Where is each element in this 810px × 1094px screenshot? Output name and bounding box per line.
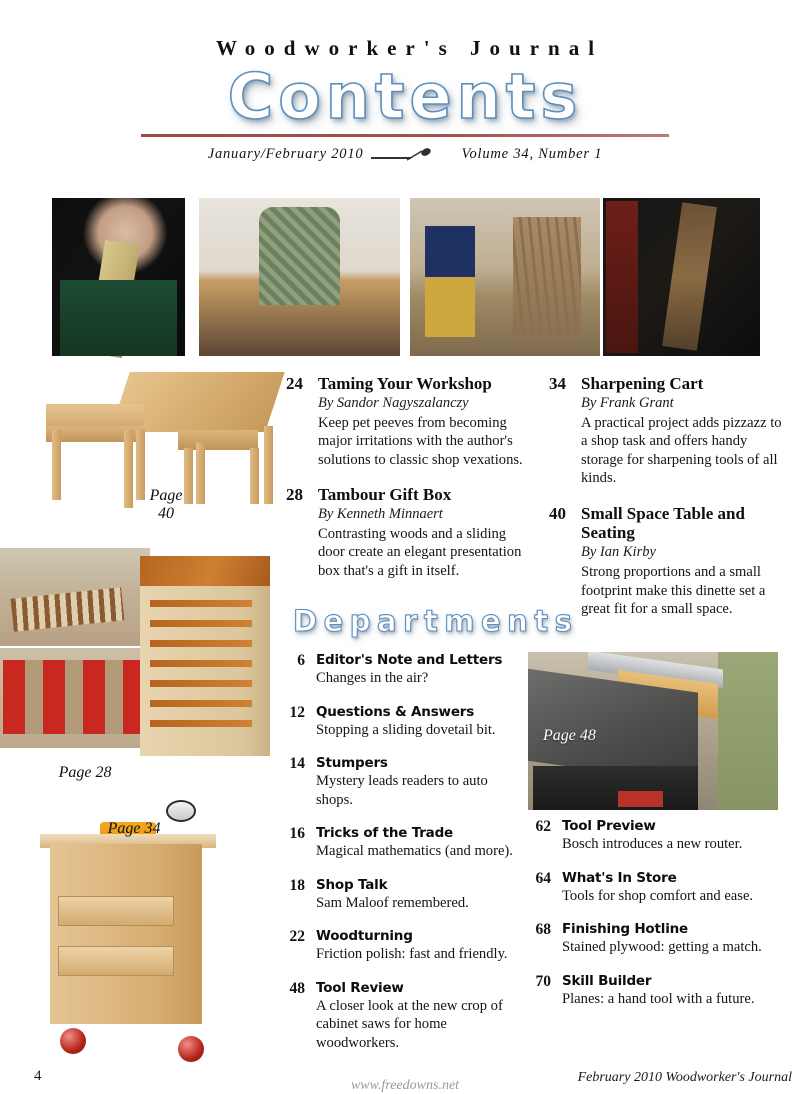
department-description: Sam Maloof remembered. [316, 894, 469, 911]
department-item[interactable] [532, 973, 782, 1009]
department-item[interactable] [286, 980, 526, 1052]
feature-author: By Kenneth Minnaert [318, 505, 443, 522]
department-title: Woodturning [316, 928, 413, 945]
department-page-number: 70 [535, 972, 551, 990]
department-title: Stumpers [316, 755, 388, 772]
header-divider [141, 134, 669, 137]
photo-sharpening-cart [28, 800, 260, 1070]
footer-issue-line: February 2010 Woodworker's Journal [577, 1070, 792, 1085]
department-item[interactable] [286, 928, 526, 964]
feature-author: By Frank Grant [581, 394, 674, 411]
photo-shaping-chair [410, 198, 600, 356]
caption-page-48: Page 48 [543, 727, 596, 744]
department-item[interactable] [532, 818, 782, 854]
page-title: Contents [227, 60, 583, 133]
department-description: Mystery leads readers to auto shops. [316, 773, 488, 808]
departments-column-left [286, 652, 526, 1068]
department-title: Skill Builder [562, 972, 652, 989]
feature-item[interactable] [286, 374, 523, 469]
department-page-number: 64 [535, 869, 551, 887]
feature-articles [286, 374, 786, 635]
feature-page-number: 24 [286, 374, 303, 393]
feature-title: Sharpening Cart [581, 374, 704, 393]
departments-heading: Departments [293, 604, 579, 638]
feature-description: Contrasting woods and a sliding door create an elegant presentation box that's a gift in itself. [318, 525, 522, 579]
department-page-number: 48 [289, 979, 305, 997]
department-title: Tool Preview [562, 818, 656, 834]
department-title: Finishing Hotline [562, 921, 688, 938]
department-description: Stopping a sliding dovetail bit. [316, 721, 496, 738]
department-title: Tool Review [316, 979, 404, 996]
department-description: Planes: a hand tool with a future. [562, 990, 755, 1007]
department-page-number: 16 [289, 825, 305, 843]
department-page-number: 22 [289, 928, 305, 946]
department-description: Magical mathematics (and more). [316, 843, 513, 860]
department-item[interactable] [286, 825, 526, 861]
feature-item[interactable] [549, 504, 786, 619]
photo-clamped-assembly [0, 648, 150, 748]
department-page-number: 68 [535, 921, 551, 939]
department-title: Editor's Note and Letters [316, 652, 503, 668]
pencil-icon [371, 148, 433, 162]
photo-inspecting-board [603, 198, 760, 356]
photo-measuring-board [52, 198, 185, 356]
department-description: Friction polish: fast and friendly. [316, 946, 508, 963]
department-title: Shop Talk [316, 876, 388, 893]
department-item[interactable] [286, 652, 526, 688]
feature-author: By Ian Kirby [581, 544, 656, 561]
department-item[interactable] [532, 921, 782, 957]
issue-line [0, 146, 810, 163]
photo-gluing-slats [0, 548, 150, 646]
departments-column-right [532, 818, 782, 1024]
footer-page-number: 4 [34, 1068, 42, 1084]
photo-applying-finish [199, 198, 400, 356]
caption-page-28: Page 28 [58, 764, 112, 781]
department-item[interactable] [286, 877, 526, 913]
department-title: What's In Store [562, 869, 677, 886]
department-page-number: 62 [535, 818, 551, 835]
department-page-number: 18 [289, 876, 305, 894]
photo-tambour-gift-box [140, 556, 270, 756]
caption-page-34: Page 34 [107, 820, 161, 837]
feature-description: Strong proportions and a small footprint make this dinette set a great fit for a small space. [581, 563, 766, 618]
department-page-number: 6 [297, 652, 305, 669]
department-title: Tricks of the Trade [316, 825, 454, 842]
masthead [0, 0, 810, 163]
feature-page-number: 28 [286, 485, 303, 505]
feature-title: Tambour Gift Box [318, 485, 452, 505]
feature-description: A practical project adds pizzazz to a shop task and offers handy storage for sharpening tools of all kinds. [581, 414, 782, 487]
caption-page-40: Page 40 [149, 487, 183, 522]
journal-title: Woodworker's Journal [215, 36, 604, 60]
department-description: A closer look at the new crop of cabinet saws for home woodworkers. [316, 997, 503, 1051]
department-page-number: 12 [289, 703, 305, 721]
page-footer [0, 1068, 810, 1093]
feature-author: By Sandor Nagyszalanczy [318, 394, 469, 411]
department-item[interactable] [286, 755, 526, 809]
feature-title: Taming Your Workshop [318, 374, 492, 393]
department-page-number: 14 [289, 755, 305, 773]
department-description: Changes in the air? [316, 670, 429, 687]
issue-date: January/February 2010 [207, 146, 364, 163]
department-title: Questions & Answers [316, 703, 475, 720]
feature-title: Small Space Table and Seating [581, 503, 745, 543]
feature-item[interactable] [286, 485, 523, 580]
feature-column-left [286, 374, 523, 635]
feature-item[interactable] [549, 374, 786, 488]
feature-description: Keep pet peeves from becoming major irritations with the author's solutions to classic shop vexations. [318, 414, 523, 468]
department-item[interactable] [286, 704, 526, 740]
department-item[interactable] [532, 870, 782, 906]
issue-volume: Volume 34, Number 1 [461, 146, 603, 163]
department-description: Stained plywood: getting a match. [562, 939, 762, 956]
feature-page-number: 34 [549, 374, 566, 393]
feature-column-right [549, 374, 786, 635]
department-description: Bosch introduces a new router. [562, 836, 743, 853]
top-photo-strip [0, 198, 810, 358]
department-description: Tools for shop comfort and ease. [562, 887, 754, 904]
footer-watermark-url: www.freedowns.net [350, 1078, 460, 1093]
feature-page-number: 40 [549, 503, 566, 523]
